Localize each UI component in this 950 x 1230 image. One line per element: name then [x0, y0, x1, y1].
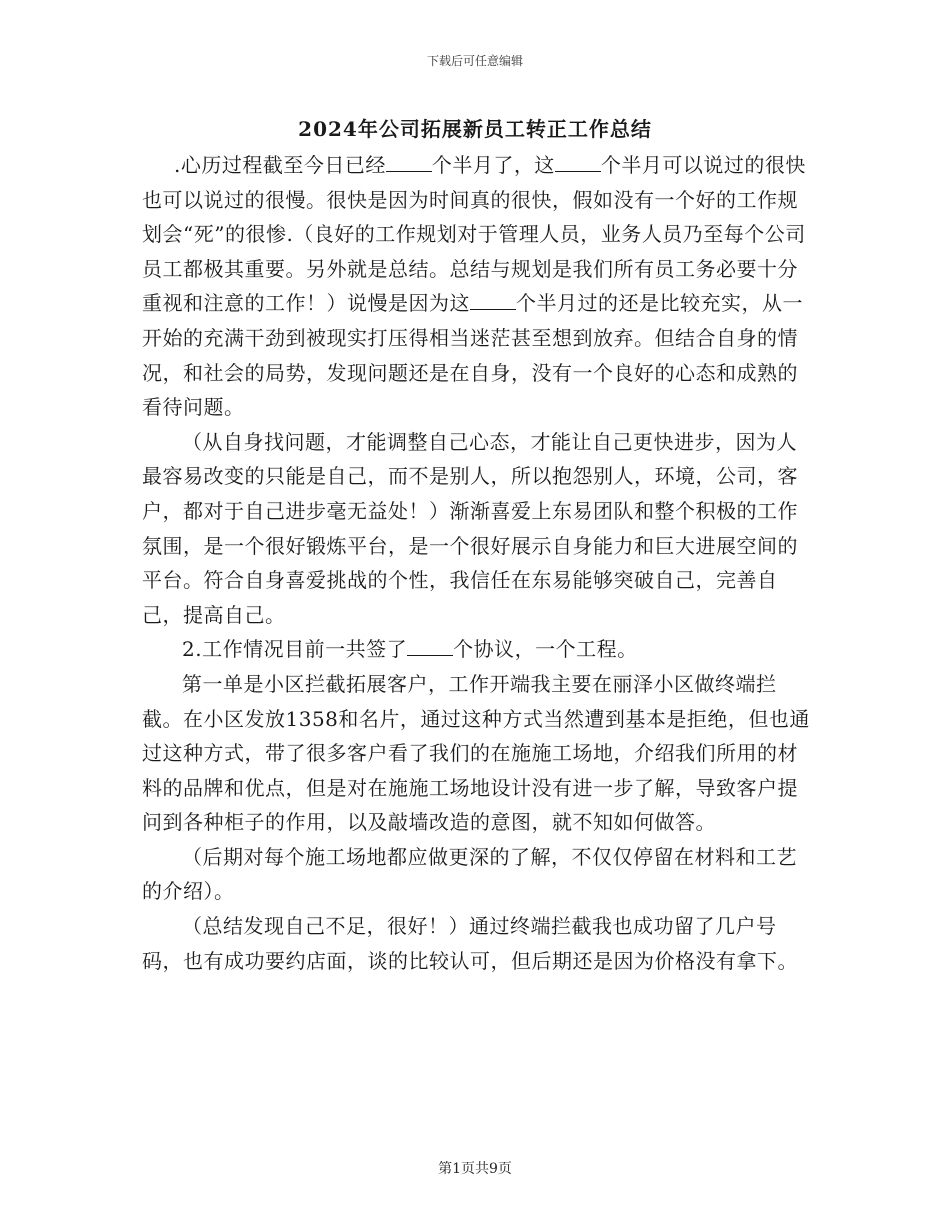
paragraph-text: .心历过程截至今日已经 [174, 153, 386, 177]
paragraph-6 [142, 909, 810, 978]
paragraph-text: 个半月过的还是比较充实，从一开始的充满干劲到被现实打压得相当迷茫甚至想到放弃。但结合自身的情况，和社会的局势，发现问题还是在自身，没有一个良好的心态和成熟的看待问题。 [142, 291, 803, 420]
paragraph-5 [142, 840, 810, 909]
paragraph-text: 个半月了，这 [431, 153, 555, 177]
paragraph-text: （总结发现自己不足，很好！）通过终端拦截我也成功留了几户号码，也有成功要约店面，谈的比较认可，但后期还是因为价格没有拿下。 [142, 914, 798, 973]
paragraph-2 [142, 425, 810, 633]
paragraph-text: 2.工作情况目前一共签了 [182, 637, 408, 662]
fill-in-blank [555, 151, 601, 172]
document-body [142, 148, 810, 978]
fill-in-blank [407, 635, 453, 656]
paragraph-4 [142, 667, 810, 840]
paragraph-text: 个协议，一个工程。 [453, 637, 638, 662]
paragraph-1 [142, 148, 810, 425]
header-note: 下载后可任意编辑 [426, 54, 523, 68]
document-title: 2024年公司拓展新员工转正工作总结 [298, 117, 652, 141]
fill-in-blank [386, 151, 432, 172]
paragraph-text: （从自身找问题，才能调整自己心态，才能让自己更快进步，因为人最容易改变的只能是自己，而不是别人，所以抱怨别人，环境，公司，客户，都对于自己进步毫无益处！）渐渐喜爱上东易团队和整个积极的工作氛围，是一个很好锻炼平台，是一个很好展示自身能力和巨大进展空间的平台。符合自身喜爱挑战的个性，我信任在东易能够突破自己，完善自己，提高自己。 [142, 429, 798, 627]
paragraph-text: 个半月可以说过的很快也可以说过的很慢。很快是因为时间真的很快，假如没有一个好的工作规划会“死”的很惨.（良好的工作规划对于管理人员，业务人员乃至每个公司员工都极其重要。另外就是总结。总结与规划是我们所有员工务必要十分重视和注意的工作！）说慢是因为这 [142, 153, 806, 316]
fill-in-blank [470, 289, 516, 310]
paragraph-text: 第一单是小区拦截拓展客户，工作开端我主要在丽泽小区做终端拦截。在小区发放1358和名片，通过这种方式当然遭到基本是拒绝，但也通过这种方式，带了很多客户看了我们的在施施工场地，介绍我们所用的材料的品牌和优点，但是对在施施工场地设计没有进一步了解，导致客户提问到各种柜子的作用，以及敲墙改造的意图，就不知如何做答。 [142, 671, 810, 835]
paragraph-3 [142, 632, 810, 667]
paragraph-text: （后期对每个施工场地都应做更深的了解，不仅仅停留在材料和工艺的介绍）。 [142, 844, 797, 904]
page-footer: 第1页共9页 [438, 1161, 512, 1177]
